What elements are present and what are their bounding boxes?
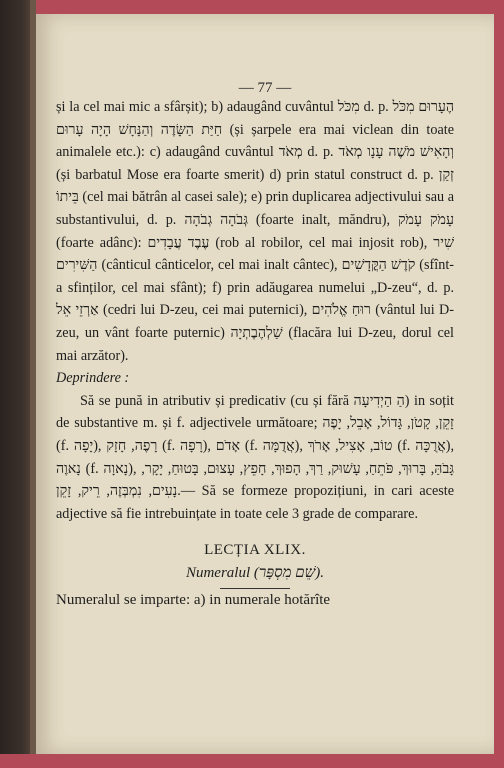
binding-top [0, 0, 504, 14]
exercise-label: Deprindere : [56, 370, 130, 387]
paragraph-superlative: și la cel mai mic a sfârșit); b) adaugând cuvântul מִכֹּל d. p. הֶעָרוּם מִכֹּל חַיַּת הַשָּׂדֶה וְהַנָּחָשׁ הָיָה עָרוּם (și șarpele era mai viclean din toate animalele etc.): c) adaugând cuvântul מְאֹד d. p. וְהָאִישׁ מֹשֶׁה עָנָו מְאֹד (și barbatul Mose era foarte smerit) d) prin statul construct d. p. זְקַן בֵּיתוֹ (cel mai bătrân al casei sale); e) prin duplicarea adjectivului sau a substantivului, d. p. גְּבֹהָה גְבֹהָה (foarte inalt, măndru), עָמֹק עָמֹק (foarte adânc): עֶבֶד עֲבָדִים (rob al robilor, cel mai injosit rob), שִׁיר הַשִּׁירִים (cânticul cânticelor, cel mai inalt cântec), קֹדֶשׁ הַקֳּדָשִׁים (sfînt-a sfinților, cel mai sfânt); f) prin adăugarea numelui „D-zeu“, d. p. אַרְזֵי אֵל (cedri lui D-zeu, cei mai puternici), רוּחַ אֱלֹהִים (vântul lui D-zeu, un vânt foarte puternic) שַׁלְהֶבֶתְיָה (flacăra lui D-zeu, dorul cel mai arzător). [56, 99, 455, 364]
page-number: — 77 — [238, 80, 292, 96]
lesson-title: LECȚIA XLIX. [204, 542, 306, 559]
lesson-subtitle: Numeralul (שֵׁם מִסְפָּר). [185, 564, 325, 581]
page-body [56, 96, 454, 612]
binding-bottom [0, 754, 504, 768]
paragraph-exercise: Să se pună in atributiv și predicativ (cu și fără הַ הַיְדִיעָה) in soțit de substantive m. și f. adjectivele următoare; זָקֵן, קָטֹן, גָּדוֹל, אָבֵל, יָפֶה (f. יָפָה), רָפֶה, חָזָק (f. רָפָה), אָדֹם (f. אֲדֻמָּה), טוֹב, אָצִיל, אָרֹךְ (f. אֲרֻכָּה), נָאוֶה (f. נָאוָה), גָּבֹהַּ, בָּרוּךְ, פֹּתֵחַ, עָשׁוּק, רַךְ, הָפוּךְ, חָפֵץ, עָצוּם, בָּטוּחַ, יָקָר, נָעִים, נִמְבְּזֶה, רֵיק, זָקֵן.— Să se formeze propozițiuni, in cari aceste adjective să fie intrebuințate in toate cele 3 grade de comparare. [56, 392, 455, 522]
binding-right [494, 0, 504, 768]
paragraph-numeral: Numeralul se imparte: a) in numerale hotărîte [56, 592, 331, 609]
